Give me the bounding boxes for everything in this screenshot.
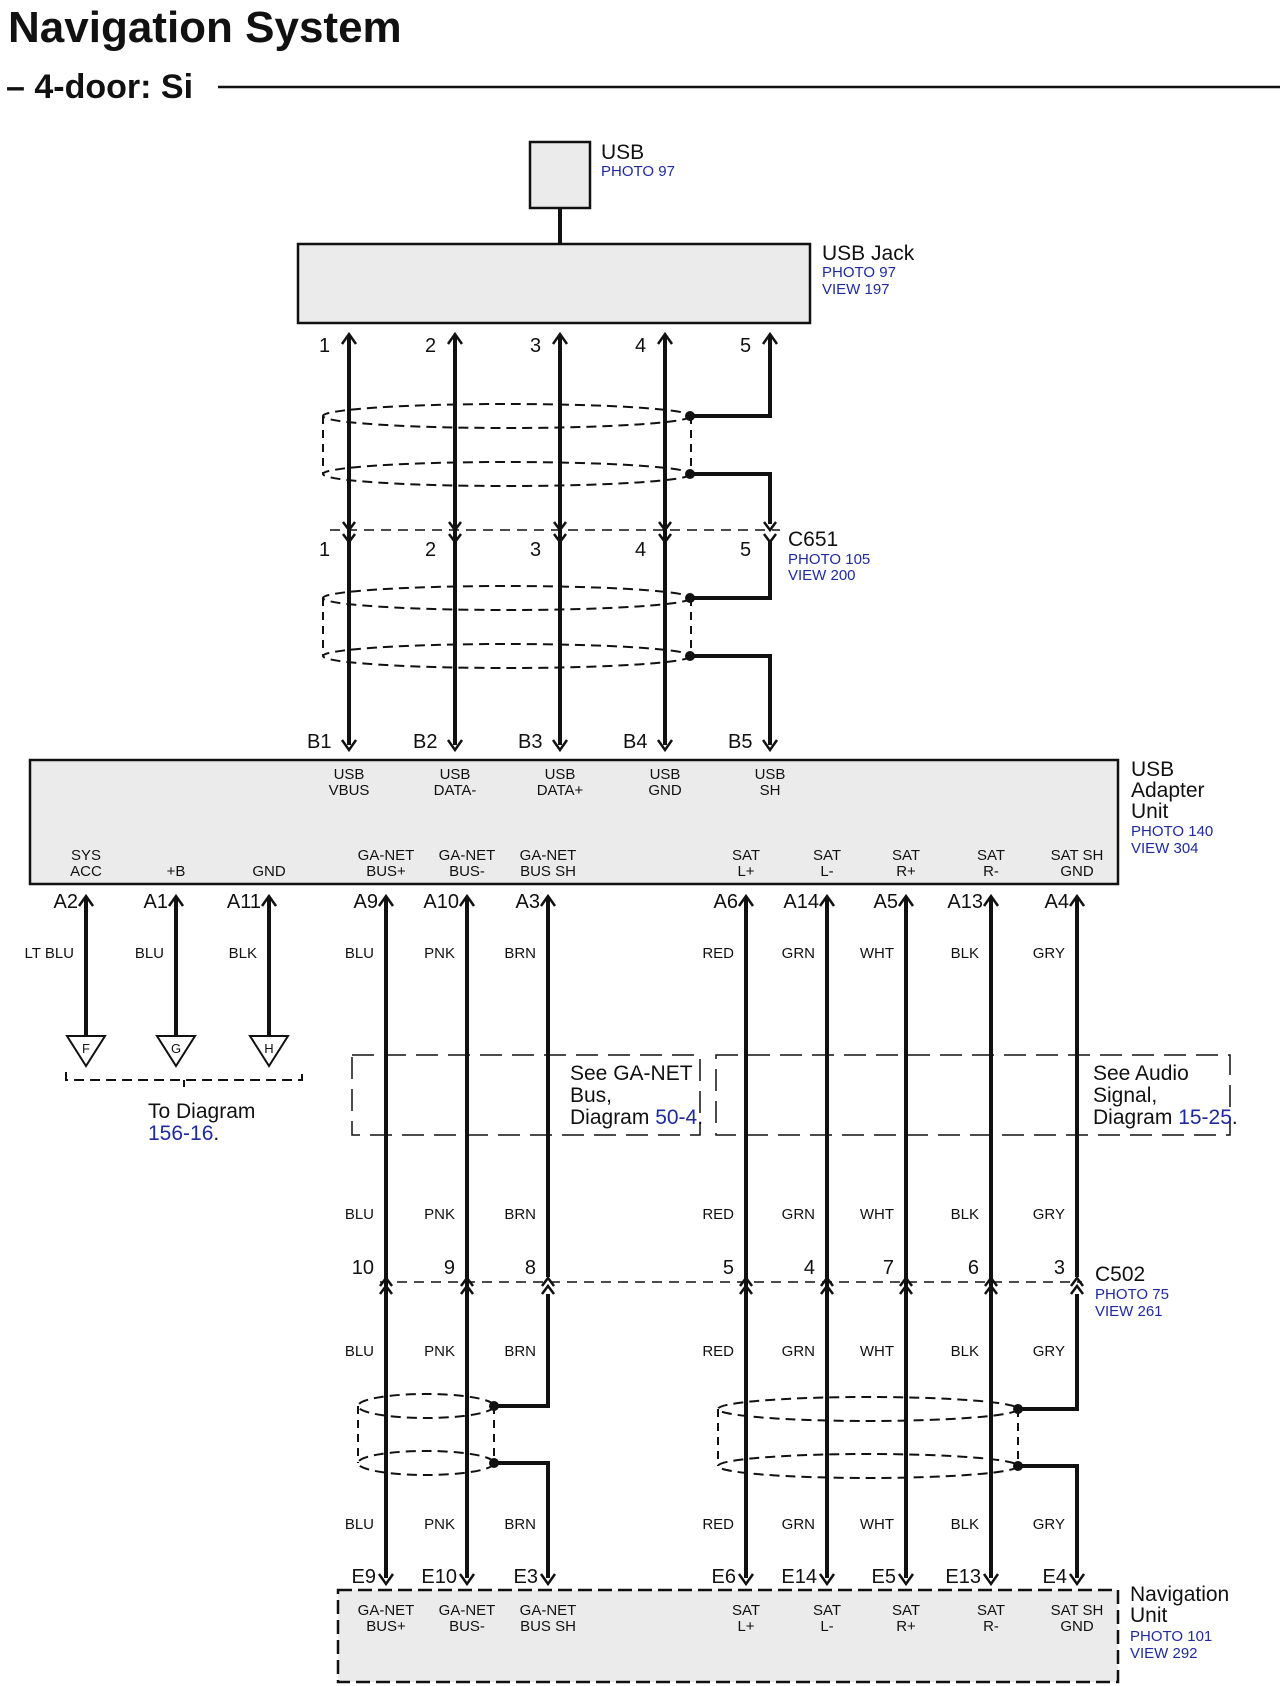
wire-color-label: BLU <box>344 1343 374 1360</box>
c502-view-ref[interactable]: VIEW 261 <box>1095 1303 1163 1320</box>
wire-color-label: PNK <box>424 1206 455 1223</box>
c651-pin-mating-b <box>764 534 776 542</box>
usb-adapter-wire-color: WHT <box>859 945 894 962</box>
usb-adapter-bottom-pin-label: BUS SH <box>520 863 576 880</box>
usb-adapter-wire-color: BLU <box>344 945 374 962</box>
wire-color-label: GRY <box>1032 1343 1065 1360</box>
nav-unit-pin-id: E9 <box>351 1566 376 1588</box>
nav-unit-pin-label: SAT <box>976 1602 1006 1619</box>
c502-pin-label: 10 <box>351 1257 374 1279</box>
wire-color-label: RED <box>702 1343 734 1360</box>
c502-pin-mating-b <box>542 1286 554 1294</box>
sat-shield-band <box>718 1454 1018 1478</box>
ga-net-note-line-3[interactable]: Diagram 50-4. <box>570 1106 704 1129</box>
usb-adapter-name-line-3: Unit <box>1131 800 1169 823</box>
usb-adapter-wire-color: RED <box>702 945 734 962</box>
usb-jack-name: USB Jack <box>822 242 915 265</box>
usb-adapter-bottom-pin-label: SAT SH <box>1050 847 1104 864</box>
c502-pin-label: 8 <box>524 1257 536 1279</box>
page-subtitle: – 4-door: Si <box>6 68 194 106</box>
nav-unit-name-line-2: Unit <box>1130 1604 1168 1627</box>
usb-adapter-bottom-pin-label: GND <box>252 863 286 880</box>
wire-color-label: RED <box>702 1206 734 1223</box>
to-diagram-note <box>66 1072 302 1145</box>
c651-pin-label: 2 <box>425 539 437 561</box>
usb-adapter-top-pin-label: SH <box>759 782 781 799</box>
wire-color-label: GRN <box>781 1516 815 1533</box>
usb-jack-photo-ref[interactable]: PHOTO 97 <box>822 264 896 281</box>
usb-adapter-wire-color: GRY <box>1032 945 1065 962</box>
usb-shield-band <box>323 404 691 428</box>
usb-adapter-bottom-pin-id: A11 <box>226 891 261 913</box>
nav-unit-pin-id: E10 <box>421 1566 457 1588</box>
usb-adapter-top-pin-id: B5 <box>728 731 753 753</box>
c502-name: C502 <box>1095 1263 1146 1286</box>
usb-adapter-bottom-pin-label: GA-NET <box>357 847 415 864</box>
c651-name: C651 <box>788 528 839 551</box>
page-title: Navigation System <box>8 3 402 52</box>
c651-pin-label: 4 <box>635 539 647 561</box>
audio-note-line-3[interactable]: Diagram 15-25. <box>1093 1106 1238 1129</box>
wire-color-label: BRN <box>504 1206 536 1223</box>
usb-adapter-top-pin-label: USB <box>333 766 365 783</box>
usb-adapter-bottom-pin-id: A5 <box>873 891 898 913</box>
c502-pin-label: 9 <box>443 1257 455 1279</box>
usb-adapter-bottom-pin-id: A2 <box>53 891 78 913</box>
nav-unit-pin-label: SAT SH <box>1050 1602 1104 1619</box>
usb-adapter-bottom-pin-id: A1 <box>143 891 168 913</box>
to-diagram-link[interactable]: 156-16. <box>148 1122 220 1145</box>
wire-color-label: WHT <box>859 1516 894 1533</box>
usb-adapter-top-pin-label: USB <box>754 766 786 783</box>
usb-adapter-name-line-1: USB <box>1131 758 1175 781</box>
audio-note-line-1: See Audio <box>1093 1062 1189 1085</box>
nav-unit-pin-id: E4 <box>1042 1566 1067 1588</box>
ga-net-shield-band <box>358 1451 494 1475</box>
usb-wires <box>323 335 770 745</box>
wire-color-label: BLU <box>344 1516 374 1533</box>
nav-unit-pin-label: L+ <box>737 1618 755 1635</box>
nav-unit-pin-label: GND <box>1060 1618 1094 1635</box>
usb-adapter-bottom-pin-label: ACC <box>70 863 102 880</box>
usb-adapter-bottom-pin-label: SAT <box>812 847 842 864</box>
nav-unit-pin-id: E3 <box>513 1566 538 1588</box>
c502-photo-ref[interactable]: PHOTO 75 <box>1095 1286 1169 1303</box>
usb-adapter-bottom-pin-label: SAT <box>891 847 921 864</box>
usb-adapter-bottom-pin-label: SAT <box>731 847 761 864</box>
usb-adapter-top-pin-label: USB <box>439 766 471 783</box>
ga-net-note-line-1: See GA-NET <box>570 1062 693 1085</box>
sat-shield-band <box>718 1397 1018 1421</box>
usb-shield-band <box>323 644 691 668</box>
usb-adapter-top-pin-label: DATA- <box>433 782 477 799</box>
nav-unit-pin-label: GA-NET <box>519 1602 577 1619</box>
usb-adapter-wire-color: PNK <box>424 945 455 962</box>
usb-jack <box>298 242 915 323</box>
to-diagram-label: To Diagram <box>148 1100 256 1123</box>
wire-color-label: GRY <box>1032 1516 1065 1533</box>
wire-color-label: BRN <box>504 1343 536 1360</box>
usb-adapter-bottom-pin-label: SYS <box>70 847 102 864</box>
wire-color-label: WHT <box>859 1206 894 1223</box>
nav-unit-pin-label: L- <box>820 1618 834 1635</box>
wire-color-label: GRN <box>781 1343 815 1360</box>
nav-unit-name-line-1: Navigation <box>1130 1583 1230 1606</box>
usb-adapter-bottom-pin-label: SAT <box>976 847 1006 864</box>
usb-adapter-top-pin-id: B1 <box>307 731 332 753</box>
c502-pin-label: 7 <box>882 1257 894 1279</box>
usb-adapter-top-pin-label: VBUS <box>328 782 370 799</box>
ga-net-note <box>352 1055 703 1135</box>
wire-color-label: PNK <box>424 1343 455 1360</box>
usb-adapter-wire-color: BLK <box>950 945 979 962</box>
usb-adapter-view-ref[interactable]: VIEW 304 <box>1131 840 1199 857</box>
offpage-letter: G <box>170 1041 182 1056</box>
c651-connector <box>330 528 870 584</box>
nav-unit-pin-label: SAT <box>891 1602 921 1619</box>
c651-pin-label: 5 <box>740 539 752 561</box>
nav-unit-pin-label: SAT <box>812 1602 842 1619</box>
nav-unit-photo-ref[interactable]: PHOTO 101 <box>1130 1628 1213 1645</box>
usb-adapter-bottom-pin-id: A4 <box>1044 891 1069 913</box>
usb-adapter-name-line-2: Adapter <box>1131 779 1205 802</box>
usb-name: USB <box>601 141 645 164</box>
usb-shield-wire-top <box>690 335 770 416</box>
usb-adapter-photo-ref[interactable]: PHOTO 140 <box>1131 823 1214 840</box>
usb-jack-pin-label: 5 <box>740 335 752 357</box>
usb-adapter-wire-color: LT BLU <box>24 945 74 962</box>
usb-adapter-bottom-pin-label: GND <box>1060 863 1094 880</box>
usb-jack-view-ref[interactable]: VIEW 197 <box>822 281 890 298</box>
usb-adapter-bottom-pin-id: A13 <box>947 891 983 913</box>
usb-shield-band <box>323 462 691 486</box>
usb-adapter-wire-color: BRN <box>504 945 536 962</box>
c651-view-ref[interactable]: VIEW 200 <box>788 567 856 584</box>
usb-shield-wire-mid2 <box>690 540 770 598</box>
wire-color-label: GRN <box>781 1206 815 1223</box>
c651-pin-label: 3 <box>530 539 542 561</box>
nav-unit-pin-label: GA-NET <box>357 1602 415 1619</box>
usb-photo-ref[interactable]: PHOTO 97 <box>601 163 675 180</box>
usb-adapter-bottom-pin-label: GA-NET <box>519 847 577 864</box>
c502-pin-label: 4 <box>803 1257 815 1279</box>
nav-unit-pin-label: R- <box>983 1618 999 1635</box>
nav-unit-pin-label: GA-NET <box>438 1602 496 1619</box>
usb-adapter-bottom-pin-label: R+ <box>896 863 916 880</box>
ga-net-shield-band <box>358 1394 494 1418</box>
usb-adapter-top-pin-id: B4 <box>623 731 648 753</box>
audio-note-line-2: Signal, <box>1093 1084 1158 1107</box>
lower-wires <box>345 897 1077 1578</box>
usb-adapter-bottom-pin-label: L+ <box>737 863 755 880</box>
usb-adapter-top-pin-id: B2 <box>413 731 438 753</box>
wire-color-label: BLK <box>950 1206 979 1223</box>
usb-adapter-bottom-pin-id: A10 <box>423 891 459 913</box>
offpage-letter: H <box>264 1041 274 1056</box>
nav-unit-pin-label: BUS- <box>449 1618 485 1635</box>
wire-color-label: WHT <box>859 1343 894 1360</box>
nav-unit-pin-id: E14 <box>781 1566 817 1588</box>
usb-adapter-bottom-pin-label: R- <box>983 863 999 880</box>
nav-unit-pin-label: SAT <box>731 1602 761 1619</box>
usb-adapter-bottom-pin-label: +B <box>166 863 186 880</box>
usb-adapter-bottom-pin-id: A3 <box>515 891 540 913</box>
nav-unit-pin-id: E13 <box>945 1566 981 1588</box>
nav-unit-pin-label: BUS SH <box>520 1618 576 1635</box>
usb-adapter-bottom-pin-id: A14 <box>783 891 819 913</box>
usb-jack-pin-label: 3 <box>530 335 542 357</box>
nav-unit-pin-label: R+ <box>896 1618 916 1635</box>
nav-unit-pin-id: E6 <box>711 1566 736 1588</box>
wire-color-label: GRY <box>1032 1206 1065 1223</box>
usb-shield-wire-mid1 <box>690 474 770 524</box>
usb-adapter-bottom-pin-label: BUS+ <box>366 863 406 880</box>
c502-connector <box>380 1263 1169 1320</box>
offpage-connectors <box>67 897 288 1066</box>
usb-adapter-bottom-pin-label: L- <box>820 863 834 880</box>
usb-adapter-bottom-pin-id: A9 <box>353 891 378 913</box>
usb-adapter-wire-color: BLK <box>228 945 257 962</box>
c502-pin-label: 5 <box>722 1257 734 1279</box>
c651-photo-ref[interactable]: PHOTO 105 <box>788 551 871 568</box>
wire-color-label: RED <box>702 1516 734 1533</box>
usb-adapter-bottom-pin-label: BUS- <box>449 863 485 880</box>
usb-jack-pin-label: 4 <box>635 335 647 357</box>
nav-unit-pin-label: BUS+ <box>366 1618 406 1635</box>
offpage-letter: F <box>82 1041 90 1056</box>
usb-adapter-unit <box>30 758 1213 884</box>
usb-adapter-top-pin-id: B3 <box>518 731 543 753</box>
usb-adapter-top-pin-label: GND <box>648 782 682 799</box>
wire-color-label: BLK <box>950 1343 979 1360</box>
usb-adapter-top-pin-label: DATA+ <box>536 782 584 799</box>
c502-pin-label: 3 <box>1053 1257 1065 1279</box>
c651-pins <box>319 522 776 561</box>
usb-adapter-bottom-pin-label: GA-NET <box>438 847 496 864</box>
usb-jack-pin-label: 2 <box>425 335 437 357</box>
usb-adapter-wire-color: GRN <box>781 945 815 962</box>
c502-pin-mating-b <box>1071 1286 1083 1294</box>
nav-unit-view-ref[interactable]: VIEW 292 <box>1130 1645 1198 1662</box>
c651-pin-label: 1 <box>319 539 331 561</box>
wire-color-label: PNK <box>424 1516 455 1533</box>
wire-color-label: BRN <box>504 1516 536 1533</box>
ga-net-note-line-2: Bus, <box>570 1084 613 1107</box>
wire-color-label: BLK <box>950 1516 979 1533</box>
usb-adapter-wire-color: BLU <box>134 945 164 962</box>
usb-jack-pins <box>319 334 777 357</box>
audio-note <box>716 1055 1238 1135</box>
wire-color-label: BLU <box>344 1206 374 1223</box>
c502-pin-label: 6 <box>967 1257 979 1279</box>
nav-unit-pin-id: E5 <box>871 1566 896 1588</box>
usb-adapter-top-pin-label: USB <box>544 766 576 783</box>
usb-jack-pin-label: 1 <box>319 335 331 357</box>
usb-device <box>530 141 675 244</box>
usb-adapter-top-pin-label: USB <box>649 766 681 783</box>
c502-pins <box>352 1257 1083 1294</box>
usb-adapter-bottom-pin-id: A6 <box>713 891 738 913</box>
usb-shield-band <box>323 586 691 610</box>
